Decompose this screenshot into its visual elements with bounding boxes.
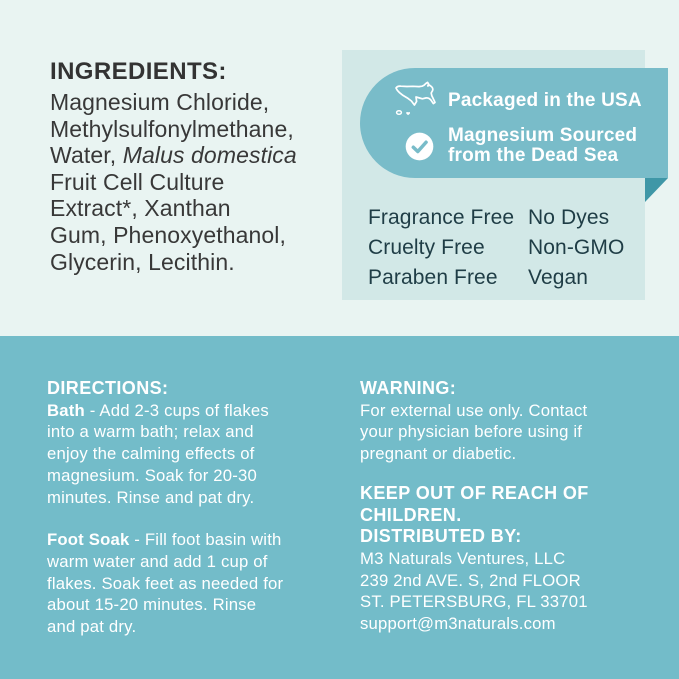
ingredients-line: Magnesium Chloride, bbox=[50, 89, 270, 115]
directions-foot-line bbox=[47, 529, 359, 551]
feature-item: Fragrance Free bbox=[368, 206, 515, 229]
badge-ribbon bbox=[360, 68, 668, 178]
directions-heading: DIRECTIONS: bbox=[47, 378, 169, 398]
warning-line: For external use only. Contact bbox=[360, 400, 588, 420]
usa-map-icon bbox=[390, 80, 448, 122]
directions-bath-line: minutes. Rinse and pat dry. bbox=[47, 487, 255, 507]
ingredients-line: Fruit Cell Culture bbox=[50, 168, 225, 195]
foot-soak-label: Foot Soak bbox=[47, 530, 130, 550]
warning-line: pregnant or diabetic. bbox=[360, 444, 517, 464]
checkmark-icon bbox=[390, 132, 448, 161]
latin-species-name: Malus domestica bbox=[122, 142, 297, 169]
feature-item: No Dyes bbox=[528, 206, 610, 229]
bath-text: - Add 2-3 cups of flakes bbox=[84, 400, 269, 420]
ingredients-heading: INGREDIENTS: bbox=[50, 58, 227, 85]
ribbon-fold-corner bbox=[645, 178, 668, 202]
distributed-line: 239 2nd AVE. S, 2nd FLOOR bbox=[360, 570, 581, 590]
directions-column bbox=[47, 378, 359, 638]
ingredients-line: Glycerin, Lecithin. bbox=[50, 248, 235, 275]
sourced-row bbox=[390, 126, 668, 166]
foot-soak-text: - Fill foot basin with bbox=[129, 530, 282, 550]
directions-foot-line: about 15-20 minutes. Rinse bbox=[47, 595, 257, 615]
packaged-row bbox=[390, 80, 668, 122]
ingredients-line: Extract*, Xanthan bbox=[50, 195, 231, 222]
sourced-line: from the Dead Sea bbox=[448, 145, 619, 166]
packaged-in-usa-text: Packaged in the USA bbox=[448, 90, 642, 111]
ingredients-line: Gum, Phenoxyethanol, bbox=[50, 221, 286, 248]
directions-bath-line: magnesium. Soak for 20-30 bbox=[47, 465, 257, 485]
ingredients-text: Water, bbox=[50, 142, 123, 169]
keep-out-line: CHILDREN. bbox=[360, 504, 462, 525]
sourced-line: Magnesium Sourced bbox=[448, 125, 638, 146]
distributed-line: ST. PETERSBURG, FL 33701 bbox=[360, 592, 588, 612]
directions-foot-line: and pat dry. bbox=[47, 617, 137, 637]
warning-line: your physician before using if bbox=[360, 422, 583, 442]
directions-foot-line: flakes. Soak feet as needed for bbox=[47, 573, 284, 593]
feature-item: Cruelty Free bbox=[368, 236, 485, 259]
features-list bbox=[368, 203, 624, 293]
directions-bath-line: enjoy the calming effects of bbox=[47, 444, 255, 464]
keep-out-line: KEEP OUT OF REACH OF bbox=[360, 482, 589, 503]
bottom-section bbox=[0, 336, 679, 679]
feature-item: Vegan bbox=[528, 266, 589, 289]
directions-bath-line bbox=[47, 400, 359, 422]
feature-item: Non-GMO bbox=[528, 236, 625, 259]
ingredients-line bbox=[50, 142, 362, 169]
ingredients-line: Methylsulfonylmethane, bbox=[50, 115, 294, 142]
directions-bath-line: into a warm bath; relax and bbox=[47, 422, 254, 442]
directions-foot-line: warm water and add 1 cup of bbox=[47, 551, 268, 571]
warning-column bbox=[360, 378, 660, 635]
bath-label: Bath bbox=[47, 400, 85, 420]
distributed-heading: DISTRIBUTED BY: bbox=[360, 526, 522, 547]
magnesium-sourced-text bbox=[448, 126, 637, 166]
feature-item: Paraben Free bbox=[368, 266, 498, 289]
ingredients-section bbox=[50, 58, 362, 275]
warning-heading: WARNING: bbox=[360, 378, 457, 398]
support-email: support@m3naturals.com bbox=[360, 614, 556, 634]
distributed-line: M3 Naturals Ventures, LLC bbox=[360, 548, 566, 568]
